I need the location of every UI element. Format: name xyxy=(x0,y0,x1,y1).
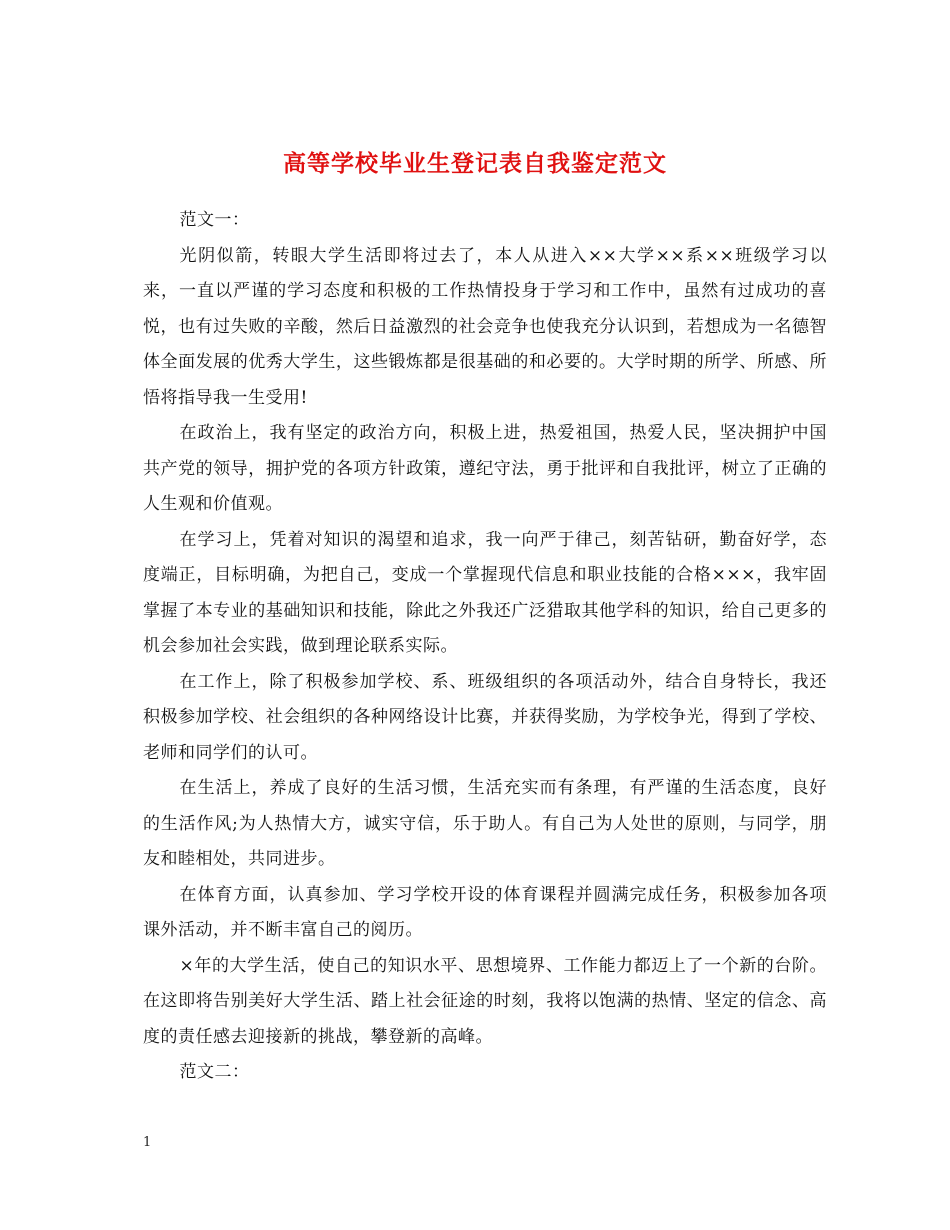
body-paragraph-conclusion: ×年的大学生活，使自己的知识水平、思想境界、工作能力都迈上了一个新的台阶。在这即将告别美好大学生活、踏上社会征途的时刻，我将以饱满的热情、坚定的信念、高度的责任感去迎接新的挑战，攀登新的高峰。 xyxy=(143,955,827,1047)
body-paragraph-life: 在生活上，养成了良好的生活习惯，生活充实而有条理，有严谨的生活态度，良好的生活作风;为人热情大方，诚实守信，乐于助人。有自己为人处世的原则，与同学，朋友和睦相处，共同进步。 xyxy=(143,778,827,869)
document-body xyxy=(143,203,827,1091)
body-paragraph-work: 在工作上，除了积极参加学校、系、班级组织的各项活动外，结合自身特长，我还积极参加学校、社会组织的各种网络设计比赛，并获得奖励，为学校争光，得到了学校、老师和同学们的认可。 xyxy=(143,671,827,763)
page-title: 高等学校毕业生登记表自我鉴定范文 xyxy=(283,150,667,178)
body-paragraph-intro: 光阴似箭，转眼大学生活即将过去了，本人从进入××大学××系××班级学习以来，一直以严谨的学习态度和积极的工作热情投身于学习和工作中，虽然有过成功的喜悦，也有过失败的辛酸，然后日益激烈的社会竞争也使我充分认识到，若想成为一名德智体全面发展的优秀大学生，这些锻炼都是很基础的和必要的。大学时期的所学、所感、所悟将指导我一生受用! xyxy=(143,245,827,408)
page-number: 1 xyxy=(143,1135,152,1150)
body-paragraph-politics: 在政治上，我有坚定的政治方向，积极上进，热爱祖国，热爱人民，坚决拥护中国共产党的领导，拥护党的各项方针政策，遵纪守法，勇于批评和自我批评，树立了正确的人生观和价值观。 xyxy=(143,423,827,514)
body-paragraph-sports: 在体育方面，认真参加、学习学校开设的体育课程并圆满完成任务，积极参加各项课外活动，并不断丰富自己的阅历。 xyxy=(143,884,827,940)
body-paragraph-study: 在学习上，凭着对知识的渴望和追求，我一向严于律己，刻苦钻研，勤奋好学，态度端正，目标明确，为把自己，变成一个掌握现代信息和职业技能的合格×××，我牢固掌握了本专业的基础知识和技能，除此之外我还广泛猎取其他学科的知识，给自己更多的机会参加社会实践，做到理论联系实际。 xyxy=(143,529,827,656)
section-heading-sample-two: 范文二： xyxy=(179,1062,250,1082)
section-heading-sample-one: 范文一： xyxy=(179,210,250,230)
